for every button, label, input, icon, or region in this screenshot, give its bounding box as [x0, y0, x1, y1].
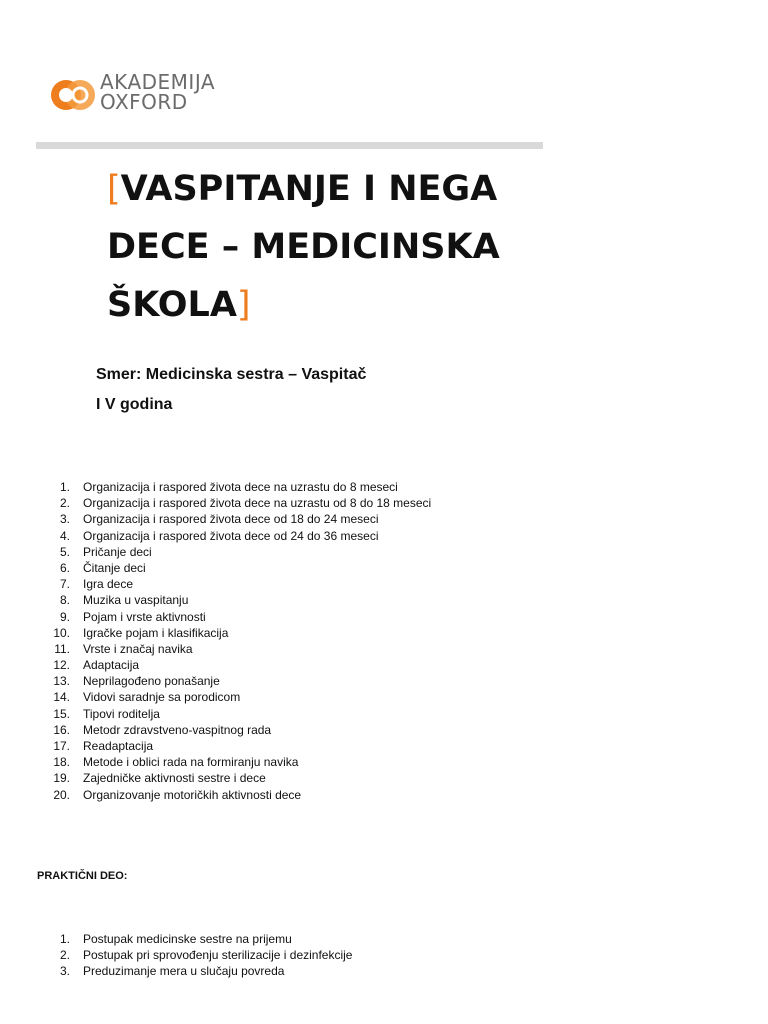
list-item-text: Organizacija i raspored života dece od 18 do 24 meseci [83, 512, 379, 527]
list-item [34, 722, 431, 738]
list-item [34, 528, 431, 544]
list-item-text: Organizovanje motoričkih aktivnosti dece [83, 787, 302, 802]
list-item-text: Pričanje deci [83, 544, 152, 559]
title-close-bracket: ] [236, 285, 251, 325]
title-text: VASPITANJE I NEGA DECE – MEDICINSKA ŠKOLA [107, 169, 500, 325]
list-item [34, 592, 431, 608]
list-item [34, 544, 431, 560]
list-item-text: Postupak pri sprovođenju sterilizacije i dezinfekcije [83, 948, 353, 963]
list-item-number: 5. [59, 544, 70, 559]
list-item-number: 19. [53, 771, 70, 786]
list-item [34, 511, 431, 527]
list-item-number: 10. [53, 625, 70, 640]
list-item-number: 12. [53, 658, 70, 673]
list-item-text: Muzika u vaspitanju [83, 593, 189, 608]
list-item-number: 6. [59, 560, 70, 575]
list-item [34, 495, 431, 511]
practical-heading: PRAKTIČNI DEO: [37, 870, 128, 882]
list-item-number: 3. [59, 512, 70, 527]
smer-line: Smer: Medicinska sestra – Vaspitač [96, 366, 367, 383]
list-item-number: 17. [53, 739, 70, 753]
list-item-text: Organizacija i raspored života dece na uzrastu do 8 meseci [83, 480, 398, 494]
logo-line-1: AKADEMIJA [100, 70, 216, 94]
akademija-oxford-logo [50, 70, 230, 118]
list-item [34, 609, 431, 625]
list-item-number: 3. [59, 964, 70, 979]
list-item-text: Metode i oblici rada na formiranju navika [83, 755, 299, 770]
list-item-number: 7. [59, 577, 70, 592]
list-item [34, 754, 431, 770]
list-item-text: Organizacija i raspored života dece na uzrastu od 8 do 18 meseci [83, 496, 432, 511]
list-item-text: Vidovi saradnje sa porodicom [83, 690, 241, 705]
list-item-number: 11. [54, 641, 70, 656]
list-item-number: 8. [59, 593, 70, 608]
list-item-text: Adaptacija [83, 658, 140, 673]
list-item [34, 689, 431, 705]
list-item-number: 14. [53, 690, 70, 705]
list-item-text: Neprilagođeno ponašanje [83, 674, 220, 689]
list-item-number: 20. [53, 787, 70, 802]
list-item-text: Pojam i vrste aktivnosti [83, 609, 206, 624]
logo-line-2: OXFORD [100, 90, 188, 114]
list-item-number: 1. [59, 480, 70, 494]
list-item [34, 706, 431, 722]
title-open-bracket: [ [107, 169, 121, 209]
list-item-text: Vrste i značaj navika [83, 641, 193, 656]
list-item [34, 947, 352, 963]
list-item [34, 963, 352, 979]
list-item-text: Metodr zdravstveno-vaspitnog rada [83, 722, 272, 737]
header-divider [36, 142, 543, 149]
list-item [34, 770, 431, 786]
list-item-text: Igra dece [83, 577, 134, 592]
list-item-text: Organizacija i raspored života dece od 24 do 36 meseci [83, 528, 379, 543]
list-item [34, 560, 431, 576]
list-item [34, 641, 431, 657]
topics-list [34, 479, 431, 803]
list-item [34, 738, 431, 754]
list-item [34, 576, 431, 592]
list-item-text: Preduzimanje mera u slučaju povreda [83, 964, 285, 979]
list-item-number: 2. [59, 496, 70, 511]
godina-line: I V godina [96, 396, 173, 413]
list-item-text: Readaptacija [83, 739, 154, 753]
list-item-text: Postupak medicinske sestre na prijemu [83, 932, 292, 946]
list-item [34, 479, 431, 495]
list-item-number: 1. [59, 932, 70, 946]
list-item-number: 2. [59, 948, 70, 963]
list-item [34, 931, 352, 947]
practical-list [34, 931, 352, 980]
document-title [107, 160, 547, 334]
list-item-number: 4. [59, 528, 70, 543]
list-item-text: Zajedničke aktivnosti sestre i dece [83, 771, 266, 786]
list-item [34, 657, 431, 673]
list-item-number: 16. [53, 722, 70, 737]
list-item-text: Čitanje deci [83, 560, 146, 575]
logo-mark-icon [50, 72, 96, 118]
list-item-number: 18. [53, 755, 70, 770]
list-item [34, 673, 431, 689]
list-item-text: Tipovi roditelja [83, 706, 160, 721]
list-item-number: 15. [53, 706, 70, 721]
list-item-number: 9. [59, 609, 70, 624]
list-item [34, 625, 431, 641]
list-item-number: 13. [53, 674, 70, 689]
list-item-text: Igračke pojam i klasifikacija [83, 625, 229, 640]
list-item [34, 787, 431, 803]
